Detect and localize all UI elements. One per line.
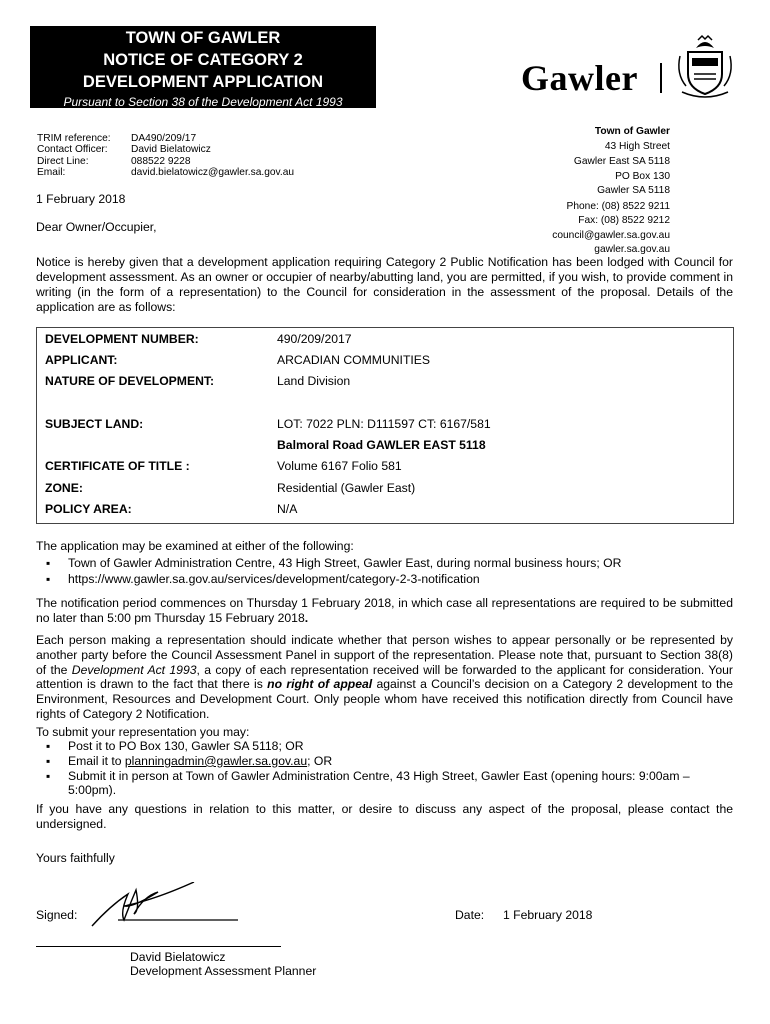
submit-list (46, 739, 733, 798)
council-street: 43 High Street (604, 141, 670, 152)
trim-label: TRIM reference: (37, 133, 111, 144)
zone-value: Residential (Gawler East) (277, 481, 416, 495)
period-end: . (304, 610, 309, 625)
dev-number-label: DEVELOPMENT NUMBER: (45, 332, 199, 346)
submit-item-post: ▪ Post it to PO Box 130, Gawler SA 5118; OR (46, 739, 733, 754)
period-text: The notification period commences on Thursday 1 February 2018, in which case all representations are required to be submitted no later than 5:00 pm Thursday 15 February 2018 (36, 596, 733, 625)
title-line-2: NOTICE OF CATEGORY 2 (103, 51, 303, 69)
council-po-suburb: Gawler SA 5118 (597, 185, 670, 196)
examine-heading: The application may be examined at either of the following: (36, 539, 354, 553)
policy-area-label: POLICY AREA: (45, 502, 132, 516)
signed-date: 1 February 2018 (503, 908, 593, 922)
email-label: Email: (37, 167, 66, 179)
reference-details (37, 133, 294, 179)
title-subtitle: Pursuant to Section 38 of the Development Act 1993 (63, 95, 343, 109)
officer-value: David Bielatowicz (131, 144, 211, 156)
council-fax: Fax: (08) 8522 9212 (578, 215, 670, 226)
notice-title-box (30, 26, 376, 108)
submit-email-suffix: ; OR (307, 753, 333, 768)
examine-item-office: ▪ Town of Gawler Administration Centre, 43 High Street, Gawler East, during normal business hours; OR (46, 555, 621, 571)
submit-heading: To submit your representation you may: (36, 725, 250, 739)
title-line-1: TOWN OF GAWLER (125, 29, 281, 47)
title-line-3: DEVELOPMENT APPLICATION (82, 73, 324, 91)
direct-line-value: 088522 9228 (131, 155, 191, 167)
dev-number-value: 490/209/2017 (277, 332, 352, 346)
submit-item-in-person: ▪ Submit it in person at Town of Gawler Administration Centre, 43 High Street, Gawler East (opening hours: 9:00am – 5:00pm). (46, 769, 733, 799)
questions-paragraph: If you have any questions in relation to this matter, or desire to discuss any aspect of the proposal, please contact the undersigned. (36, 802, 733, 831)
examine-list (46, 555, 621, 587)
signatory-name: David Bielatowicz (130, 950, 226, 964)
letter-date: 1 February 2018 (36, 192, 126, 206)
examine-item-website[interactable]: ▪ https://www.gawler.sa.gov.au/services/development/category-2-3-notification (46, 571, 621, 587)
submit-item-email (46, 754, 733, 769)
zone-label: ZONE: (45, 481, 83, 495)
signature-line (36, 946, 281, 947)
town-crest-icon (674, 34, 736, 100)
salutation: Dear Owner/Occupier, (36, 220, 157, 234)
planning-email-link[interactable]: planningadmin@gawler.sa.gov.au (124, 753, 308, 768)
subject-land-label: SUBJECT LAND: (45, 417, 144, 431)
application-details-box (36, 327, 734, 524)
nature-value: Land Division (277, 374, 351, 388)
logo-divider (660, 63, 662, 93)
email-value[interactable]: david.bielatowicz@gawler.sa.gov.au (131, 167, 295, 179)
signatory-position: Development Assessment Planner (130, 964, 317, 978)
gawler-logo-wordmark: Gawler (521, 58, 638, 98)
rep-act: Development Act 1993 (71, 662, 197, 677)
intro-paragraph: Notice is hereby given that a development application requiring Category 2 Public Notification has been lodged with Council for development assessment. As an owner or occupier of nearby/abutting land, you are permitted, if you wish, to provide comment in writing (in the form of a representation) to the Council for consideration in the assessment of the proposal. Details of the application are as follows: (36, 255, 733, 314)
officer-label: Contact Officer: (37, 144, 108, 156)
rep-part-2: , a copy of each representation received will be forwarded to the applicant for consideration. Your attention is drawn to the fact that there is (36, 662, 733, 692)
policy-area-value: N/A (277, 502, 298, 516)
notification-period (36, 596, 733, 626)
subject-address: Balmoral Road GAWLER EAST 5118 (277, 438, 486, 452)
subject-land-value: LOT: 7022 PLN: D111597 CT: 6167/581 (277, 417, 491, 431)
council-suburb: Gawler East SA 5118 (573, 156, 670, 167)
certificate-value: Volume 6167 Folio 581 (277, 459, 402, 473)
signature-icon (88, 882, 243, 930)
rep-no-appeal: no right of appeal (267, 677, 373, 692)
applicant-value: ARCADIAN COMMUNITIES (277, 353, 431, 367)
council-name: Town of Gawler (594, 126, 670, 137)
trim-value: DA490/209/17 (131, 133, 197, 144)
council-po-box: PO Box 130 (615, 171, 670, 182)
submit-email-prefix: Email it to (68, 753, 125, 768)
rep-part-1: Each person making a representation should indicate whether that person wishes to appear personally or be represented by another party before the Council Assessment Panel in support of the representation. Please note that, pursuant to Section 38(8) of the (36, 633, 733, 677)
nature-label: NATURE OF DEVELOPMENT: (45, 374, 215, 388)
direct-line-label: Direct Line: (37, 155, 89, 167)
signed-label: Signed: (36, 908, 78, 922)
certificate-label: CERTIFICATE OF TITLE : (45, 459, 190, 473)
applicant-label: APPLICANT: (45, 353, 118, 367)
date-label: Date: (455, 908, 485, 922)
council-phone: Phone: (08) 8522 9211 (566, 201, 670, 212)
council-website[interactable]: gawler.sa.gov.au (594, 244, 670, 255)
representation-paragraph (36, 633, 733, 722)
rep-part-3: against a Council’s decision on a Category 2 development to the Environment, Resources and Development Court. Only people whom have received this notification directly from Council have rights of Category 2 Notification. (36, 677, 733, 721)
council-email[interactable]: council@gawler.sa.gov.au (552, 230, 670, 241)
sign-off: Yours faithfully (36, 851, 115, 865)
